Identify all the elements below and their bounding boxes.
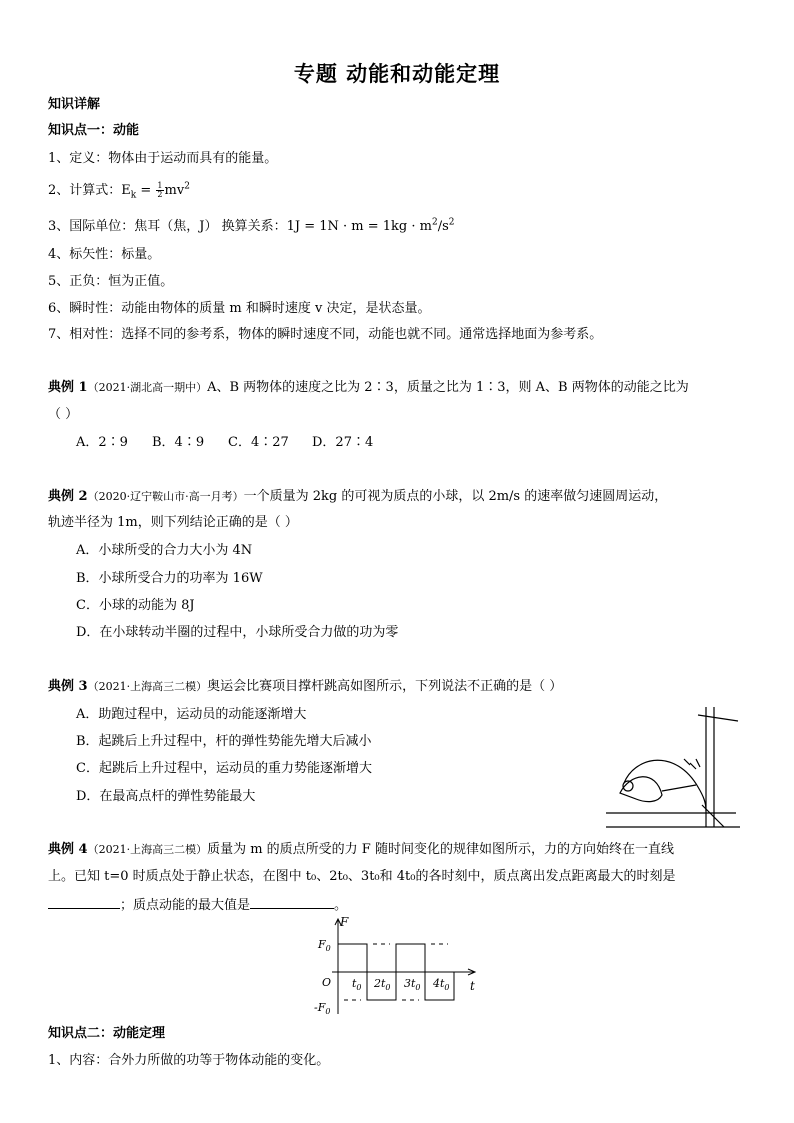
ex3-option-d: D．在最高点杆的弹性势能最大 bbox=[76, 789, 256, 804]
ex4-stem-line3: ；质点动能的最大值是 。 bbox=[48, 896, 347, 914]
force-time-graph bbox=[312, 914, 484, 1018]
neg-f0-label: $-F_0$ bbox=[314, 1001, 331, 1016]
tick-label-3t0: $3t_0$ bbox=[404, 977, 421, 992]
section-header: 知识详解 bbox=[48, 97, 101, 112]
ex4-stem-line2: 上。已知 t=0 时质点处于静止状态，在图中 t₀、2t₀、3t₀和 4t₀的各时刻中，质点离出发点距离最大的时刻是 bbox=[48, 869, 676, 884]
ex1-option-c: C．4∶27 bbox=[228, 435, 289, 450]
f0-label: $F_0$ bbox=[318, 938, 331, 953]
axis-y-label: F bbox=[340, 915, 349, 929]
ex4-stem: 典例 4（2021·上海高三二模）质量为 m 的质点所受的力 F 随时间变化的规律如图所示，力的方向始终在一直线 bbox=[48, 842, 674, 857]
answer-blank-2[interactable] bbox=[250, 896, 334, 909]
point2-heading: 知识点二：动能定理 bbox=[48, 1026, 166, 1041]
ex3-stem: 典例 3（2021·上海高三二模）奥运会比赛项目撑杆跳高如图所示，下列说法不正确的是（ ） bbox=[48, 679, 563, 694]
ex1-stem-line2: （ ） bbox=[48, 407, 79, 422]
point2-item-1: 1、内容：合外力所做的功等于物体动能的变化。 bbox=[48, 1053, 330, 1068]
force-bar-1 bbox=[338, 944, 367, 972]
ex3-option-b: B．起跳后上升过程中，杆的弹性势能先增大后减小 bbox=[76, 734, 372, 749]
ex1-option-a: A．2∶9 bbox=[76, 435, 128, 450]
point1-item-2: 2、计算式：$E_k$ = $\frac{1}{2}$ $mv^2$ bbox=[48, 181, 190, 201]
ex2-option-c: C．小球的动能为 8J bbox=[76, 598, 195, 613]
ex2-stem-line2: 轨迹半径为 1m，则下列结论正确的是（ ） bbox=[48, 515, 298, 530]
answer-blank-1[interactable] bbox=[48, 896, 120, 909]
ex3-option-a: A．助跑过程中，运动员的动能逐渐增大 bbox=[76, 707, 307, 722]
origin-label: O bbox=[322, 976, 332, 989]
point1-item-7: 7、相对性：选择不同的参考系，物体的瞬时速度不同，动能也就不同。通常选择地面为参考系。 bbox=[48, 327, 603, 342]
ex2-option-a: A．小球所受的合力大小为 4N bbox=[76, 543, 253, 558]
axis-x-label: t bbox=[470, 979, 475, 993]
point1-item-4: 4、标矢性：标量。 bbox=[48, 247, 161, 262]
ex2-stem: 典例 2（2020·辽宁鞍山市·高一月考）一个质量为 2kg 的可视为质点的小球，以 2m/s 的速率做匀速圆周运动， bbox=[48, 489, 668, 504]
ek-formula: $E_k$ = $\frac{1}{2}$ $mv^2$ bbox=[121, 181, 190, 201]
tick-label-4t0: $4t_0$ bbox=[433, 977, 450, 992]
ex2-option-d: D．在小球转动半圈的过程中，小球所受合力做的功为零 bbox=[76, 625, 399, 640]
ex3-option-c: C．起跳后上升过程中，运动员的重力势能逐渐增大 bbox=[76, 761, 372, 776]
ex1-option-d: D．27∶4 bbox=[312, 435, 374, 450]
pole-vault-figure bbox=[606, 703, 746, 831]
point1-item-1: 1、定义：物体由于运动而具有的能量。 bbox=[48, 151, 278, 166]
tick-label-2t0: $2t_0$ bbox=[374, 977, 391, 992]
page-title: 专题 动能和动能定理 bbox=[293, 61, 501, 86]
point1-item-5: 5、正负：恒为正值。 bbox=[48, 274, 174, 289]
point1-item-6: 6、瞬时性：动能由物体的质量 m 和瞬时速度 v 决定，是状态量。 bbox=[48, 301, 431, 316]
tick-label-t0: $t_0$ bbox=[352, 977, 362, 992]
ex1-stem: 典例 1（2021·湖北高一期中）A、B 两物体的速度之比为 2∶3，质量之比为 1∶3，则 A、B 两物体的动能之比为 bbox=[48, 380, 689, 395]
ex1-option-b: B．4∶9 bbox=[152, 435, 205, 450]
ex2-option-b: B．小球所受合力的功率为 16W bbox=[76, 571, 263, 586]
point1-item-3: 3、国际单位：焦耳（焦，J） 换算关系：$1J = 1N \cdot m = 1kg \cdot m^2/s^2$ bbox=[48, 217, 455, 234]
point1-heading: 知识点一：动能 bbox=[48, 123, 140, 138]
force-bar-3 bbox=[396, 944, 425, 972]
